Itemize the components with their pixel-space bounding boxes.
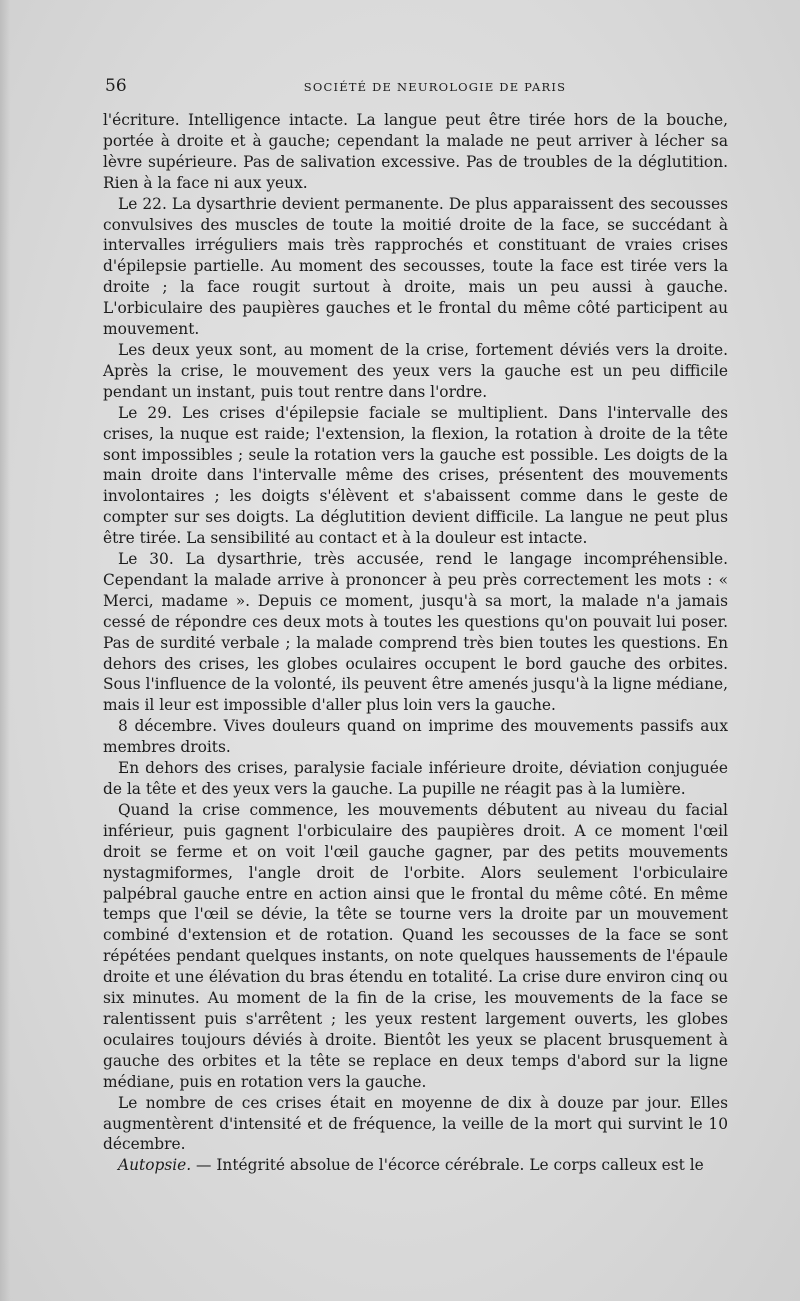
paragraph: Quand la crise commence, les mouvements débutent au niveau du facial inférieur, puis gagnent l'orbiculaire des paupières droit. A ce moment l'œil droit se ferme et on voit l'œil gauche gagner, par des petits mouvements nystagmiformes, l'angle droit de l'orbite. Alors seulement l'orbiculaire palpébral gauche entre en action ainsi que le frontal du même côté. En même temps que l'œil se dévie, la tête se tourne vers la droite par un mouvement combiné d'extension et de rotation. Quand les secousses de la face se sont répétées pendant quelques instants, on note quelques haussements de l'épaule droite et une élévation du bras étendu en totalité. La crise dure environ cinq ou six minutes. Au moment de la fin de la crise, les mouvements de la face se ralentissent puis s'arrêtent ; les yeux restent largement ouverts, les globes oculaires toujours déviés à droite. Bientôt les yeux se placent brusquement à gauche des orbites et la tête se replace en deux temps d'abord sur la ligne médiane, puis en rotation vers la gauche. [103,800,728,1091]
paragraph: Le 22. La dysarthrie devient permanente. De plus apparaissent des secousses convulsives des muscles de toute la moitié droite de la face, se succédant à intervalles irréguliers mais très rapprochés et constituant de vraies crises d'épilepsie partielle. Au moment des secousses, toute la face est tirée vers la droite ; la face rougit surtout à droite, mais un peu aussi à gauche. L'orbiculaire des paupières gauches et le frontal du même côté participent au mouvement. [103,194,728,339]
autopsy-text: — Intégrité absolue de l'écorce cérébrale. Le corps calleux est le [191,1156,704,1175]
journal-title: SOCIÉTÉ DE NEUROLOGIE DE PARIS [303,80,567,94]
paragraph: l'écriture. Intelligence intacte. La langue peut être tirée hors de la bouche, portée à droite et à gauche; cependant la malade ne peut arriver à lécher sa lèvre supérieure. Pas de salivation excessive. Pas de troubles de la déglutition. Rien à la face ni aux yeux. [103,111,728,192]
body-text [103,110,728,1176]
paragraph: Le 29. Les crises d'épilepsie faciale se multiplient. Dans l'intervalle des crises, la nuque est raide; l'extension, la flexion, la rotation à droite de la tête sont impossibles ; seule la rotation vers la gauche est possible. Les doigts de la main droite dans l'intervalle même des crises, présentent des mouvements involontaires ; les doigts s'élèvent et s'abaissent comme dans le geste de compter sur ses doigts. La déglutition devient difficile. La langue ne peut plus être tirée. La sensibilité au contact et à la douleur est intacte. [103,403,728,548]
paragraph: Le 30. La dysarthrie, très accusée, rend le langage incompréhensible. Cependant la malade arrive à prononcer à peu près correctement les mots : « Merci, madame ». Depuis ce moment, jusqu'à sa mort, la malade n'a jamais cessé de répondre ces deux mots à toutes les questions qu'on pouvait lui poser. Pas de surdité verbale ; la malade comprend très bien toutes les questions. En dehors des crises, les globes oculaires occupent le bord gauche des orbites. Sous l'influence de la volonté, ils peuvent être amenés jusqu'à la ligne médiane, mais il leur est impossible d'aller plus loin vers la gauche. [103,550,728,715]
paragraph: 8 décembre. Vives douleurs quand on imprime des mouvements passifs aux membres droits. [103,717,728,757]
autopsy-label: Autopsie. [118,1156,192,1175]
page-number: 56 [105,76,127,96]
paragraph: En dehors des crises, paralysie faciale inférieure droite, déviation conjuguée de la tête et des yeux vers la gauche. La pupille ne réagit pas à la lumière. [103,759,728,798]
autopsy-paragraph [103,1155,728,1176]
page-shadow-edge [0,0,10,1301]
paragraph: Les deux yeux sont, au moment de la crise, fortement déviés vers la droite. Après la crise, le mouvement des yeux vers la gauche est un peu difficile pendant un instant, puis tout rentre dans l'ordre. [103,340,728,401]
paragraph: Le nombre de ces crises était en moyenne de dix à douze par jour. Elles augmentèrent d'intensité et de fréquence, la veille de la mort qui survint le 10 décembre. [103,1093,728,1154]
running-head [105,76,725,98]
